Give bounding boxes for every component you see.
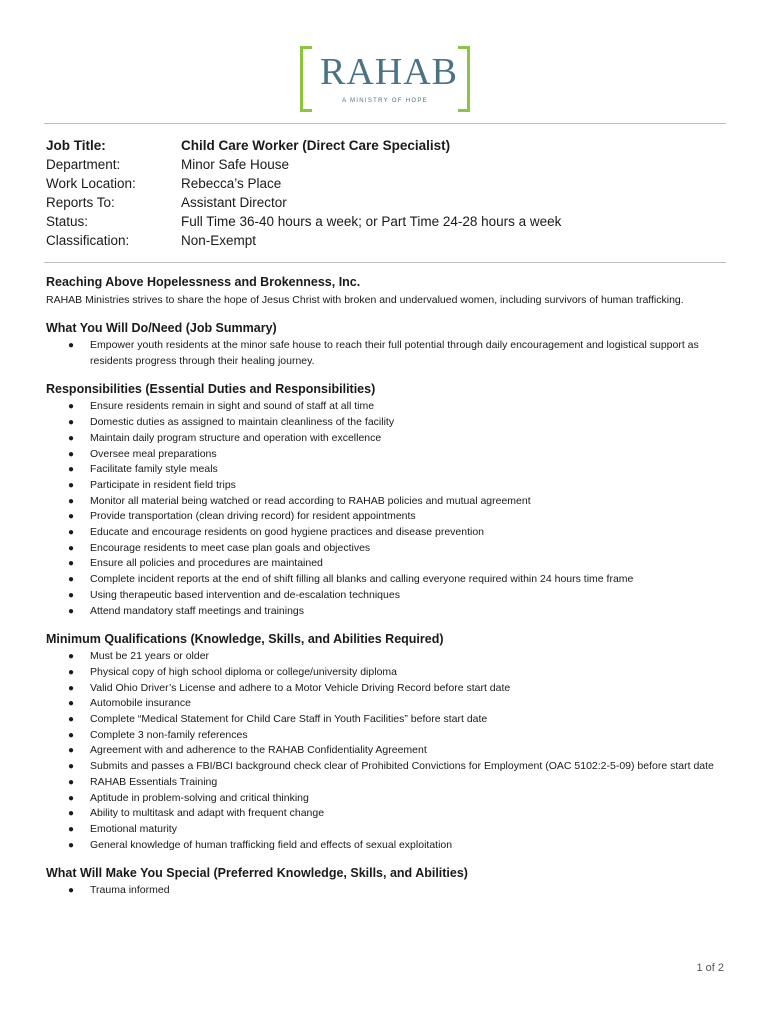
- list-item-text: Valid Ohio Driver’s License and adhere to a Motor Vehicle Driving Record before start date: [90, 681, 511, 694]
- list-item-text: Oversee meal preparations: [90, 447, 217, 460]
- list-item-text: Ability to multitask and adapt with frequent change: [90, 807, 325, 820]
- job-info-row: [46, 174, 561, 193]
- summary-section: [46, 320, 726, 369]
- list-item-text: Educate and encourage residents on good hygiene practices and disease prevention: [90, 526, 485, 539]
- list-item: [46, 541, 726, 557]
- list-item-text: RAHAB Essentials Training: [90, 775, 218, 788]
- rahab-logo: [300, 46, 470, 110]
- bullet-icon: ●: [68, 448, 75, 460]
- list-item: [46, 462, 726, 478]
- bullet-icon: ●: [68, 714, 75, 726]
- bullet-icon: ●: [68, 417, 75, 429]
- document-body: [46, 274, 726, 899]
- responsibilities-heading: Responsibilities (Essential Duties and Responsibilities): [46, 382, 376, 397]
- intro-text: RAHAB Ministries strives to share the hope of Jesus Christ with broken and undervalued women, including survivors of human trafficking.: [46, 294, 684, 306]
- bullet-icon: ●: [68, 589, 75, 601]
- department-value: Minor Safe House: [181, 157, 290, 172]
- list-item-text: Submits and passes a FBI/BCI background check clear of Prohibited Convictions for Employment (OAC 5102:2-5-09) before start date: [90, 760, 714, 773]
- job-title-label: Job Title:: [46, 138, 106, 153]
- list-item: [46, 665, 726, 681]
- bullet-icon: ●: [68, 698, 75, 710]
- list-item: [46, 696, 726, 712]
- list-item: [46, 838, 726, 854]
- job-info-table: [46, 136, 561, 250]
- bullet-icon: ●: [68, 651, 75, 663]
- bullet-icon: ●: [68, 401, 75, 413]
- reports-to-label: Reports To:: [46, 195, 115, 210]
- job-info-row: [46, 212, 561, 231]
- bullet-icon: ●: [68, 761, 75, 773]
- list-item-text: Trauma informed: [90, 884, 170, 897]
- job-title-value: Child Care Worker (Direct Care Specialist): [181, 138, 451, 153]
- work-location-label: Work Location:: [46, 176, 136, 191]
- list-item: [46, 604, 726, 620]
- list-item-text: Provide transportation (clean driving record) for resident appointments: [90, 510, 416, 523]
- list-item: [46, 447, 726, 463]
- list-item-text: Aptitude in problem-solving and critical thinking: [90, 791, 309, 804]
- job-info-row: [46, 193, 561, 212]
- logo-right-bracket: [458, 46, 470, 112]
- bullet-icon: ●: [68, 808, 75, 820]
- list-item-text: Ensure all policies and procedures are maintained: [90, 557, 323, 570]
- list-item-text: Participate in resident field trips: [90, 478, 236, 491]
- list-item-text: Ensure residents remain in sight and sound of staff at all time: [90, 400, 375, 413]
- list-item-text: Complete 3 non-family references: [90, 728, 248, 741]
- logo-wordmark: RAHAB: [320, 51, 459, 93]
- list-item: [46, 494, 726, 510]
- list-item: [46, 791, 726, 807]
- bullet-icon: ●: [68, 340, 75, 351]
- bullet-icon: ●: [68, 464, 75, 476]
- list-item: [46, 649, 726, 665]
- bullet-icon: ●: [68, 776, 75, 788]
- qualifications-section: [46, 631, 726, 853]
- list-item-text: Maintain daily program structure and operation with excellence: [90, 431, 382, 444]
- bullet-icon: ●: [68, 574, 75, 586]
- list-item: [46, 712, 726, 728]
- list-item-text: Complete incident reports at the end of shift filling all blanks and calling everyone required within 24 hours time frame: [90, 573, 634, 586]
- list-item-text: Physical copy of high school diploma or college/university diploma: [90, 665, 397, 678]
- list-item-text: Complete “Medical Statement for Child Care Staff in Youth Facilities” before start date: [90, 713, 488, 726]
- list-item: [46, 556, 726, 572]
- bullet-icon: ●: [68, 511, 75, 523]
- logo-tagline: A MINISTRY OF HOPE: [342, 98, 428, 104]
- list-item-text: Facilitate family style meals: [90, 463, 218, 476]
- bullet-icon: ●: [68, 558, 75, 570]
- bullet-icon: ●: [68, 432, 75, 444]
- list-item: [46, 759, 726, 775]
- intro-heading: Reaching Above Hopelessness and Brokenness, Inc.: [46, 275, 361, 289]
- list-item-text: Encourage residents to meet case plan goals and objectives: [90, 541, 371, 554]
- classification-label: Classification:: [46, 233, 130, 248]
- status-value: Full Time 36-40 hours a week; or Part Time 24-28 hours a week: [181, 214, 562, 229]
- list-item: [46, 588, 726, 604]
- bullet-icon: ●: [68, 823, 75, 835]
- list-item: [46, 572, 726, 588]
- job-info-row: [46, 155, 561, 174]
- responsibilities-section: [46, 381, 726, 619]
- logo-left-bracket: [300, 46, 312, 112]
- list-item-text: General knowledge of human trafficking field and effects of sexual exploitation: [90, 838, 453, 851]
- intro-section: [46, 274, 726, 308]
- bullet-icon: ●: [68, 792, 75, 804]
- list-item: [46, 822, 726, 838]
- list-item-text: Automobile insurance: [90, 697, 191, 710]
- summary-heading: What You Will Do/Need (Job Summary): [46, 321, 277, 335]
- summary-list: [46, 338, 726, 369]
- bullet-icon: ●: [68, 542, 75, 554]
- list-item: [46, 399, 726, 415]
- work-location-value: Rebecca’s Place: [181, 176, 282, 191]
- bullet-icon: ●: [68, 885, 75, 897]
- qualifications-list: [46, 649, 726, 853]
- list-item-text: Emotional maturity: [90, 822, 177, 835]
- page-number: 1 of 2: [696, 962, 724, 974]
- bullet-icon: ●: [68, 527, 75, 539]
- list-item: [46, 806, 726, 822]
- bullet-icon: ●: [68, 745, 75, 757]
- list-item: [46, 743, 726, 759]
- list-item: [46, 728, 726, 744]
- department-label: Department:: [46, 157, 121, 172]
- classification-value: Non-Exempt: [181, 233, 257, 248]
- status-label: Status:: [46, 214, 89, 229]
- bullet-icon: ●: [68, 479, 75, 491]
- list-item: [46, 431, 726, 447]
- responsibilities-list: [46, 399, 726, 619]
- preferred-list: [46, 883, 726, 899]
- preferred-section: [46, 865, 726, 899]
- job-info-row: [46, 231, 561, 250]
- list-item: [46, 415, 726, 431]
- bullet-icon: ●: [68, 605, 75, 617]
- list-item-text: Domestic duties as assigned to maintain cleanliness of the facility: [90, 416, 395, 429]
- list-item: [46, 883, 726, 899]
- list-item: [46, 509, 726, 525]
- list-item-text: Using therapeutic based intervention and de-escalation techniques: [90, 588, 400, 601]
- top-divider: [44, 123, 726, 124]
- bullet-icon: ●: [68, 666, 75, 678]
- list-item-text: Monitor all material being watched or read according to RAHAB policies and mutual agreement: [90, 494, 531, 507]
- list-item-text: Attend mandatory staff meetings and trainings: [90, 604, 305, 617]
- list-item-text: Agreement with and adherence to the RAHAB Confidentiality Agreement: [90, 744, 427, 757]
- header-divider: [44, 262, 726, 263]
- list-item: [46, 478, 726, 494]
- list-item: [46, 775, 726, 791]
- list-item-text: Must be 21 years or older: [90, 650, 210, 663]
- bullet-icon: ●: [68, 682, 75, 694]
- list-item: [46, 525, 726, 541]
- preferred-heading: What Will Make You Special (Preferred Knowledge, Skills, and Abilities): [46, 866, 468, 881]
- bullet-icon: ●: [68, 839, 75, 851]
- job-info-row: [46, 136, 561, 155]
- qualifications-heading: Minimum Qualifications (Knowledge, Skills, and Abilities Required): [46, 632, 444, 647]
- reports-to-value: Assistant Director: [181, 195, 287, 210]
- bullet-icon: ●: [68, 495, 75, 507]
- list-item: [46, 338, 726, 369]
- list-item: [46, 681, 726, 697]
- list-item-text: Empower youth residents at the minor safe house to reach their full potential through daily encouragement and logistical support as residents progress through their healing journey.: [90, 339, 699, 367]
- bullet-icon: ●: [68, 729, 75, 741]
